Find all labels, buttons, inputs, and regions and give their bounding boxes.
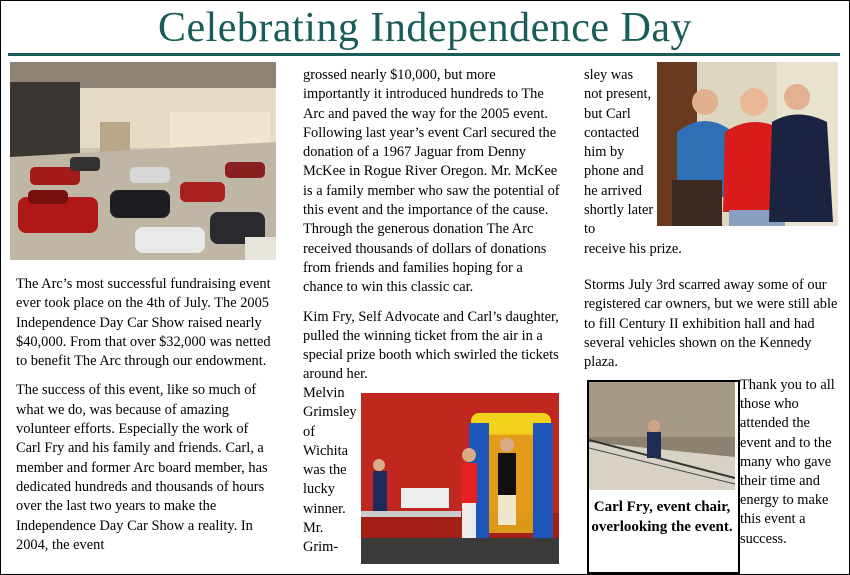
carl-fry-photo [589,382,735,490]
column-3-thanks-text [740,376,842,549]
paragraph: Thank you to all those who attended the event and to the many who gave their time and energy to make this event a success. [740,377,835,547]
photo-caption: Carl Fry, event chair, overlooking the event. [591,499,733,535]
paragraph: The Arc’s most successful fundraising event ever took place on the 4th of July. The 2005 Independence Day Car Show raised nearly $40,000. From that over $32,000 was netted to benefit The Arc through our endowment. [16,276,271,370]
column-3-narrow-text [584,66,682,259]
paragraph: grossed nearly $10,000, but more importantly it introduced hundreds to The Arc and paved the way for the 2005 event. Following last year’s event Carl secured the donation of a 1967 Jaguar from Denny McKee in Rogue River Oregon. Mr. McKee is a family member who saw the potential of this event and the importance of the cause. Through the generous donation The Arc received thousands of dollars of donations from friends and families hoping for a chance to win this classic car. [303,67,560,296]
paragraph-tail: receive his prize. [584,240,682,257]
paragraph: Melvin Grimsley of Wichita was the lucky winner. Mr. Grim- [303,385,357,556]
exhibition-hall-photo [10,62,276,260]
prize-booth-photo [361,393,559,564]
volunteers-photo [657,62,838,226]
paragraph: Kim Fry, Self Advocate and Carl’s daughter, pulled the winning ticket from the air in a special prize booth which swirled the tickets around her. [303,308,559,383]
paragraph: The success of this event, like so much of what we do, was because of amazing volunteer efforts. Especially the work of Carl Fry and his family and friends. Carl, a member and former Arc board member, has dedicated hundreds and thousands of hours over the last two years to make the Independence Day Car Show a reality. In 2004, the event [16,382,268,553]
title-rule [8,53,840,56]
column-2-text [303,66,561,385]
column-1-text [16,275,276,555]
paragraph: sley was not present, but Carl contacted him by phone and he arrived shortly later to [584,67,654,238]
paragraph: Storms July 3rd scarred away some of our registered car owners, but we were still able to fill Century II exhibition hall and had several vehicles shown on the Kennedy plaza. [584,277,838,371]
page-title: Celebrating Independence Day [157,5,693,51]
column-2-narrow-text [303,384,359,558]
column-3-text [584,276,838,372]
